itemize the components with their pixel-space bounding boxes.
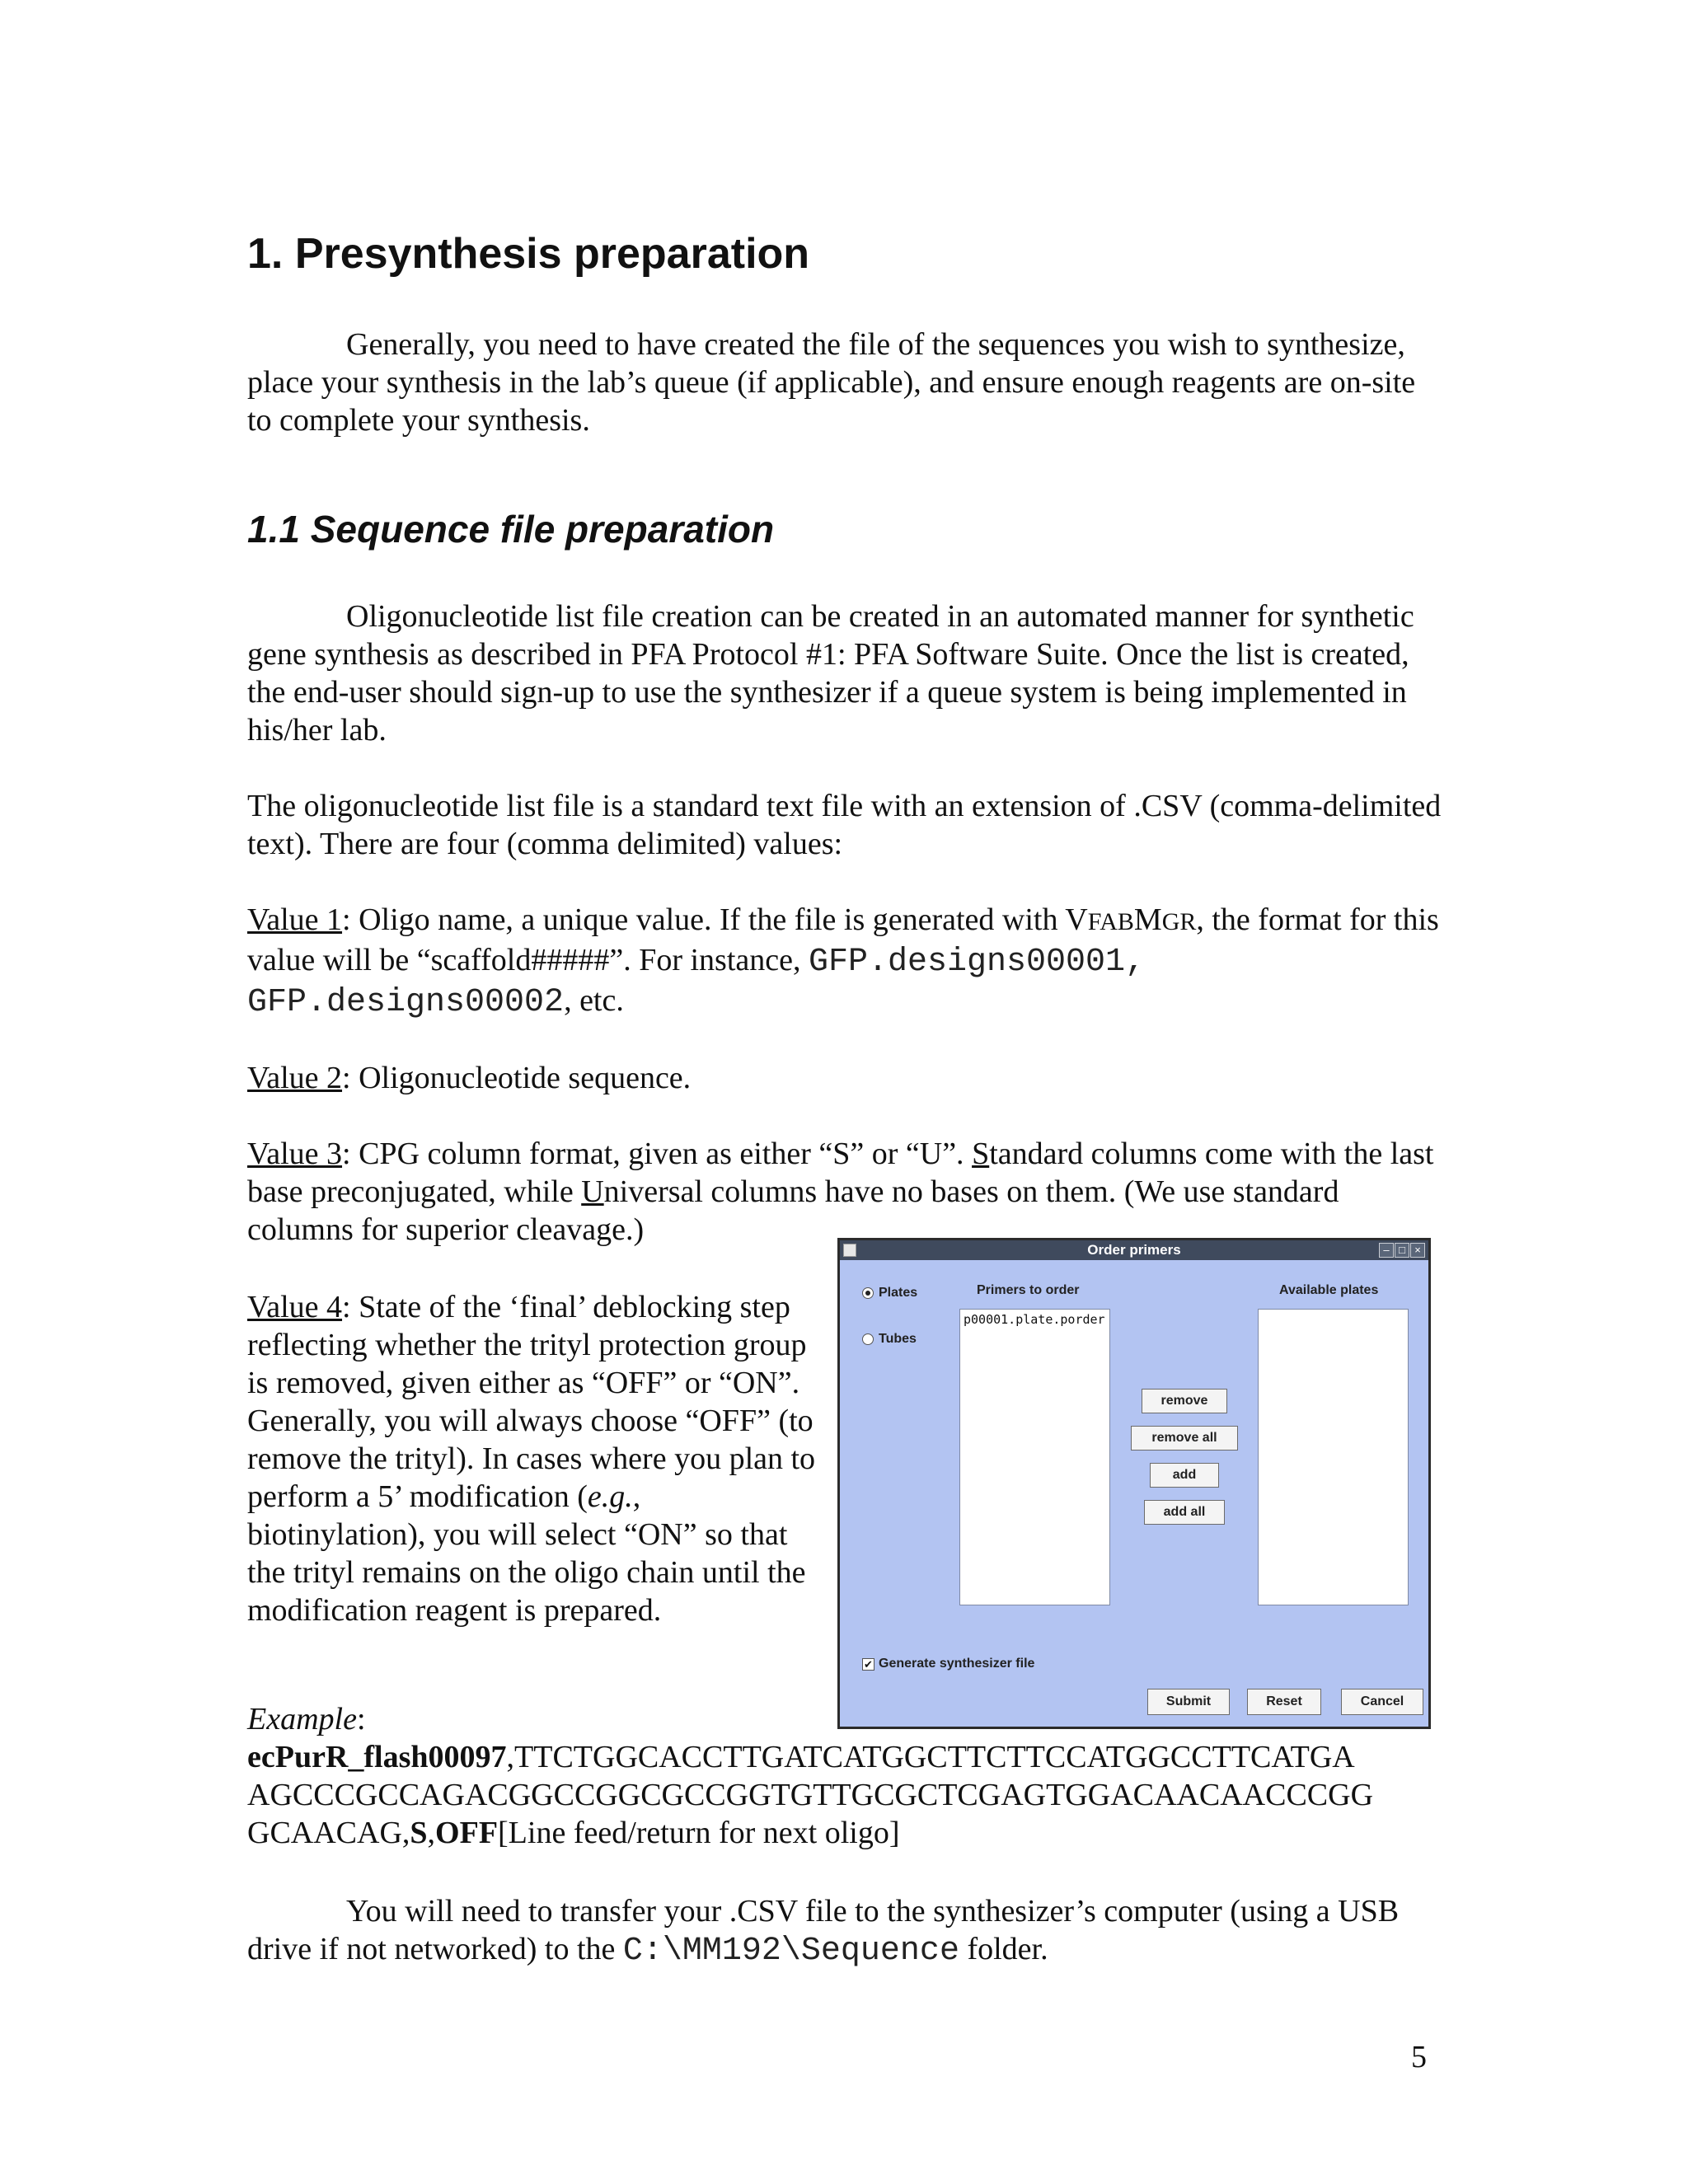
value4-text-b: , biotinylation), you will select “ON” so that the trityl remains on the oligo chain until the modification reagent is prepared. <box>247 1479 806 1628</box>
transfer-text-a: You will need to transfer your .CSV file to the synthesizer’s computer (using a USB drive if not networked) to the <box>247 1894 1400 1966</box>
section-heading: 1. Presynthesis preparation <box>247 230 810 278</box>
primer-list-item[interactable]: p00001.plate.porder <box>964 1312 1105 1327</box>
example-oligo-name: ecPurR_flash00097 <box>247 1740 507 1774</box>
list-creation-paragraph: Oligonucleotide list file creation can be created in an automated manner for synthetic gene synthesis as described in PFA Protocol #1: PFA Software Suite. Once the list is created, the end-user should sign-up to use the synthesizer if a queue system is being implemented in his/her lab. <box>247 599 1414 748</box>
remove-all-button[interactable]: remove all <box>1131 1426 1238 1451</box>
example-colon: : <box>356 1702 366 1736</box>
page-number: 5 <box>1411 2040 1427 2074</box>
vfabmgr-f: F <box>1087 908 1100 935</box>
value1-label: Value 1 <box>247 902 343 937</box>
value3-text-a: : CPG column format, given as either “S” or “U”. <box>342 1137 973 1171</box>
primers-to-order-list[interactable] <box>959 1309 1110 1605</box>
value1-text-c: , etc. <box>564 983 624 1018</box>
value1-code-1: GFP.designs00001, <box>809 944 1146 981</box>
example-seq-line2: AGCCCGCCAGACGGCCGGCGCCGGTGTTGCGCTCGAGTGGACAACAACCCGG <box>247 1778 1374 1812</box>
available-plates-list[interactable] <box>1258 1309 1409 1605</box>
remove-button[interactable]: remove <box>1142 1389 1227 1413</box>
value2-paragraph <box>247 1059 1442 1097</box>
tubes-label: Tubes <box>879 1332 917 1346</box>
value4-text-a: : State of the ‘final’ deblocking step reflecting whether the trityl protection group is removed, given either as “OFF” or “ON”. Generally, you will always choose “OFF” (to remove the trityl). In cases where you plan to perform a 5’ modification ( <box>247 1290 816 1514</box>
example-label-line <box>247 1700 824 1738</box>
intro-paragraph: Generally, you need to have created the file of the sequences you wish to synthesize, place your synthesis in the lab’s queue (if applicable), and ensure enough reagents are on-site to complete your synthesis. <box>247 327 1416 438</box>
window-menu-icon[interactable] <box>843 1244 856 1257</box>
order-primers-dialog <box>837 1238 1431 1729</box>
transfer-paragraph <box>247 1892 1442 1971</box>
example-tail: [Line feed/return for next oligo] <box>498 1816 900 1850</box>
available-plates-header: Available plates <box>1279 1283 1379 1297</box>
add-button[interactable]: add <box>1150 1463 1219 1488</box>
value1-text-b: , the format for this value will be “scaffold#####”. For instance, <box>247 902 1439 977</box>
vfabmgr-m: M <box>1133 902 1162 937</box>
value2-text: : Oligonucleotide sequence. <box>342 1061 692 1095</box>
value3-text-b: tandard columns come with the last base preconjugated, while <box>247 1137 1434 1209</box>
value4-label: Value 4 <box>247 1290 343 1324</box>
cancel-button[interactable]: Cancel <box>1341 1689 1423 1715</box>
generate-synthesizer-label: Generate synthesizer file <box>879 1657 1035 1671</box>
example-seq-line1: ,TTCTGGCACCTTGATCATGGCTTCTTCCATGGCCTTCATGA <box>506 1740 1355 1774</box>
plates-radio[interactable] <box>862 1287 874 1299</box>
sequence-folder-path: C:\MM192\Sequence <box>622 1933 959 1970</box>
example-comma: , <box>427 1816 436 1850</box>
submit-button[interactable]: Submit <box>1147 1689 1230 1715</box>
standard-s-letter: S <box>972 1137 990 1171</box>
example-seq-line3: GCAACAG, <box>247 1816 410 1850</box>
reset-button[interactable]: Reset <box>1247 1689 1321 1715</box>
vfabmgr-ab: AB <box>1100 908 1134 935</box>
value4-paragraph <box>247 1288 824 1629</box>
dialog-title-bar <box>840 1240 1428 1260</box>
vfabmgr-v: V <box>1065 902 1088 937</box>
generate-synthesizer-checkbox[interactable]: ✔ <box>862 1658 874 1671</box>
value3-text-c: niversal columns have no bases on them. (We use standard columns for superior cleavage.) <box>247 1174 1339 1247</box>
tubes-radio[interactable] <box>862 1333 874 1345</box>
minimize-icon[interactable]: – <box>1379 1243 1394 1258</box>
universal-u-letter: U <box>581 1174 604 1209</box>
maximize-icon[interactable]: □ <box>1395 1243 1409 1258</box>
example-sequence-block <box>247 1738 1373 1852</box>
value3-label: Value 3 <box>247 1137 343 1171</box>
close-icon[interactable]: × <box>1410 1243 1425 1258</box>
plates-label: Plates <box>879 1286 918 1300</box>
example-trityl-state: OFF <box>435 1816 499 1850</box>
value2-label: Value 2 <box>247 1061 343 1095</box>
value1-code-2: GFP.designs00002 <box>247 984 565 1021</box>
example-column-format: S <box>410 1816 428 1850</box>
value1-paragraph <box>247 901 1442 1022</box>
vfabmgr-gr: GR <box>1161 908 1197 935</box>
dialog-title: Order primers <box>1087 1242 1181 1258</box>
add-all-button[interactable]: add all <box>1144 1500 1225 1525</box>
value1-text-a: : Oligo name, a unique value. If the file is generated with <box>342 902 1066 937</box>
example-label: Example <box>247 1702 357 1736</box>
file-format-paragraph: The oligonucleotide list file is a standard text file with an extension of .CSV (comma-delimited text). There are four (comma delimited) values: <box>247 789 1442 861</box>
primers-to-order-header: Primers to order <box>977 1283 1080 1297</box>
transfer-text-b: folder. <box>959 1932 1048 1966</box>
value3-paragraph <box>247 1135 1442 1249</box>
subsection-heading: 1.1 Sequence file preparation <box>247 508 775 551</box>
value4-eg: e.g. <box>587 1479 633 1514</box>
